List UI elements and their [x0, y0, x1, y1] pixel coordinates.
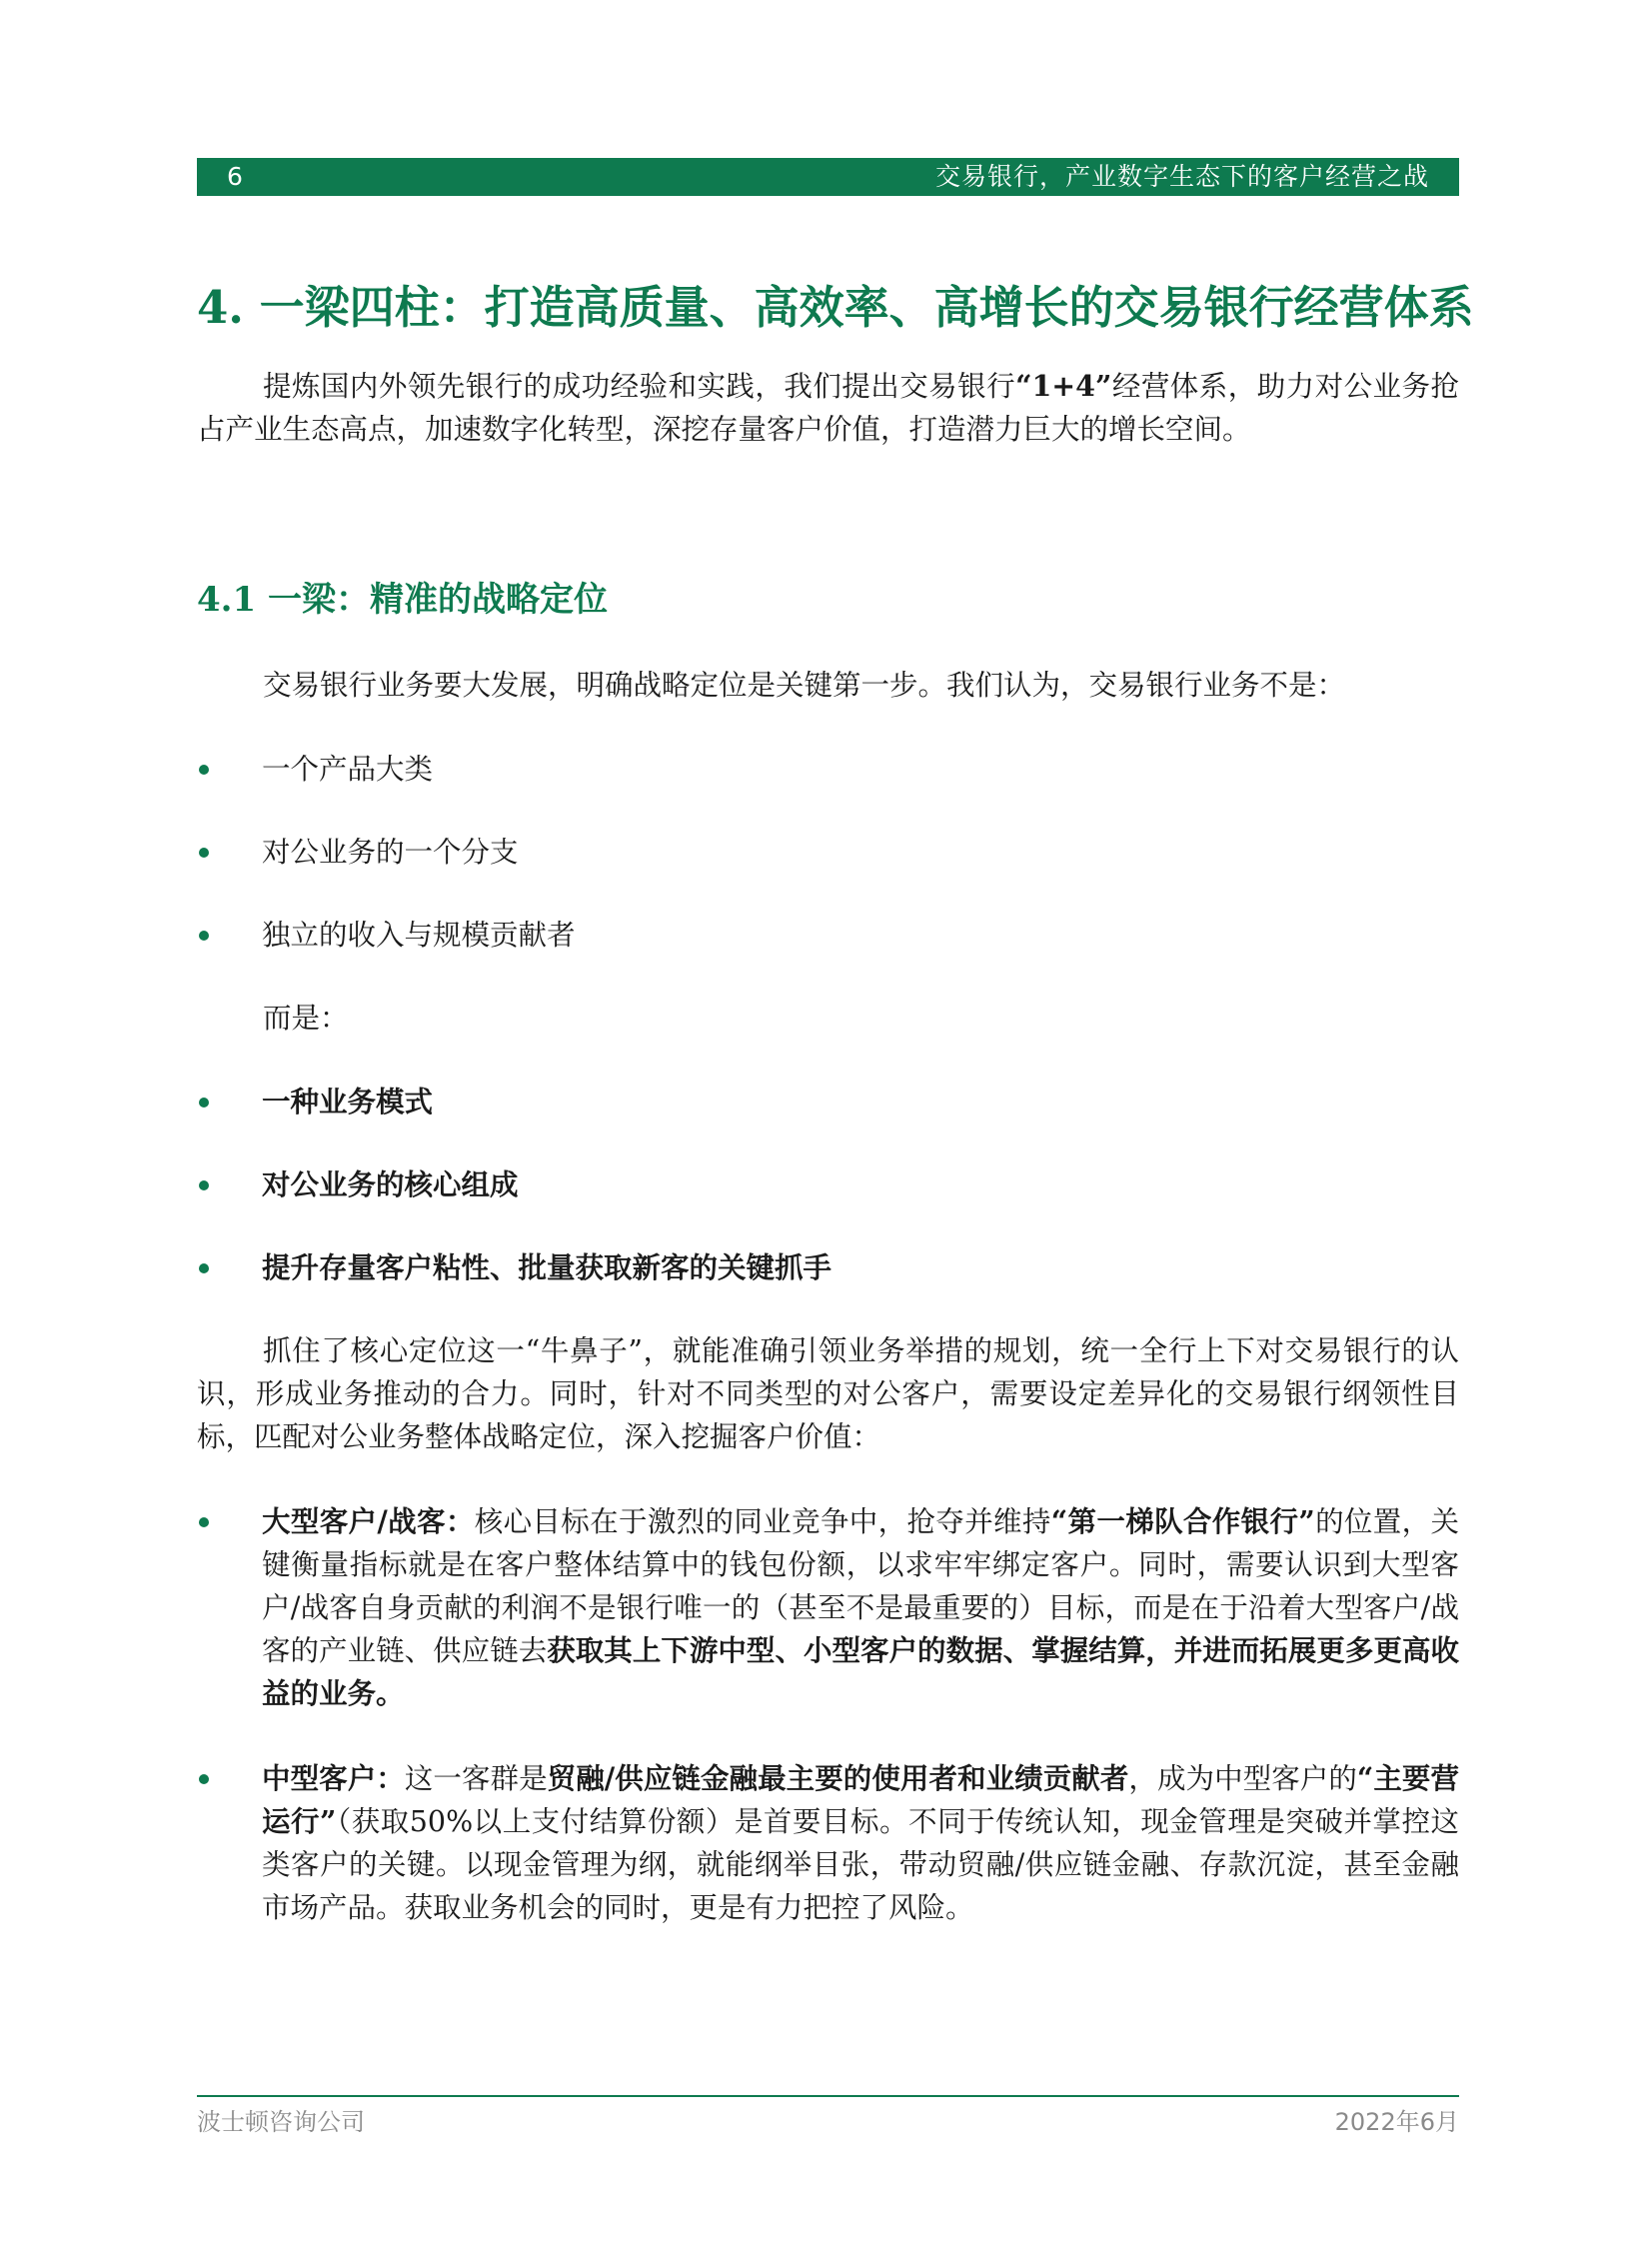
- but-label: 而是：: [263, 1002, 349, 1035]
- intro-text-before: 提炼国内外领先银行的成功经验和实践，我们提出交易银行: [263, 370, 1016, 403]
- large-clients-bold-1: “第一梯队合作银行”: [1050, 1504, 1315, 1538]
- is-item-text: 对公业务的核心组成: [262, 1167, 519, 1201]
- intro-text-after: 经营体系，助力对公业务抢占产业生态高点，加速数字化转型，深挖存量客户价值，打造潜力巨大的增长空间。: [197, 370, 1459, 446]
- large-clients-text-2: 的位置，关键衡量指标就是在客户整体结算中的钱包份额，以求牢牢绑定客户。同时，需要认识到大型客户/战客自身贡献的利润不是银行唯一的（甚至不是最重要的）目标，而是在于沿着大型客户/战客的产业链、供应链去: [262, 1505, 1459, 1667]
- not-item-text: 独立的收入与规模贡献者: [262, 919, 576, 952]
- is-item-text: 一种业务模式: [262, 1085, 434, 1119]
- mid-clients-text: [262, 1757, 1459, 1929]
- bullet-dot-icon: [199, 1517, 209, 1527]
- footer-date: 2022年6月: [1334, 2108, 1459, 2136]
- mid-clients-bold-1: 贸融/供应链金融最主要的使用者和业绩贡献者: [547, 1761, 1129, 1795]
- mid-clients-text-3: （获取50%以上支付结算份额）是首要目标。不同于传统认知，现金管理是突破并掌控这类客户的关键。以现金管理为纲，就能纲举目张，带动贸融/供应链金融、存款沉淀，甚至金融市场产品。获取业务机会的同时，更是有力把控了风险。: [262, 1805, 1459, 1924]
- header-bar: [197, 158, 1459, 196]
- lead-paragraph: 交易银行业务要大发展，明确战略定位是关键第一步。我们认为，交易银行业务不是：: [263, 669, 1346, 702]
- bullet-dot-icon: [199, 1263, 209, 1273]
- not-item-text: 对公业务的一个分支: [262, 836, 519, 869]
- large-clients-text-1: 核心目标在于激烈的同业竞争中，抢夺并维持: [474, 1505, 1051, 1538]
- mid-clients-text-1: 这一客群是: [404, 1762, 548, 1795]
- mid-clients-text-2: ，成为中型客户的: [1128, 1762, 1357, 1795]
- bullet-dot-icon: [199, 931, 209, 941]
- section-title: 4.1 一梁：精准的战略定位: [197, 580, 608, 620]
- footer-divider: [197, 2095, 1459, 2097]
- page-number: 6: [227, 162, 243, 191]
- bullet-dot-icon: [199, 1180, 209, 1190]
- footer-company: 波士顿咨询公司: [197, 2108, 365, 2136]
- large-clients-label: 大型客户/战客：: [262, 1504, 475, 1538]
- large-clients-bold-2: 获取其上下游中型、小型客户的数据、掌握结算，并进而拓展更多更高收益的业务。: [262, 1633, 1459, 1710]
- not-item-text: 一个产品大类: [262, 753, 434, 786]
- chapter-title: 4. 一梁四柱：打造高质量、高效率、高增长的交易银行经营体系: [197, 281, 1474, 334]
- large-clients-text: [262, 1500, 1459, 1715]
- summary-paragraph: 抓住了核心定位这一“牛鼻子”，就能准确引领业务举措的规划，统一全行上下对交易银行的认识，形成业务推动的合力。同时，针对不同类型的对公客户，需要设定差异化的交易银行纲领性目标，匹配对公业务整体战略定位，深入挖掘客户价值：: [197, 1334, 1459, 1453]
- bullet-dot-icon: [199, 1098, 209, 1108]
- intro-highlight: “1+4”: [1015, 369, 1112, 403]
- mid-clients-label: 中型客户：: [262, 1761, 405, 1795]
- bullet-dot-icon: [199, 1774, 209, 1784]
- running-title: 交易银行，产业数字生态下的客户经营之战: [934, 162, 1429, 191]
- bullet-dot-icon: [199, 765, 209, 775]
- intro-paragraph: [197, 365, 1459, 451]
- bullet-dot-icon: [199, 848, 209, 858]
- mid-clients-bold-2: “主要营运行”: [262, 1761, 1459, 1838]
- is-item-text: 提升存量客户粘性、批量获取新客的关键抓手: [262, 1250, 832, 1284]
